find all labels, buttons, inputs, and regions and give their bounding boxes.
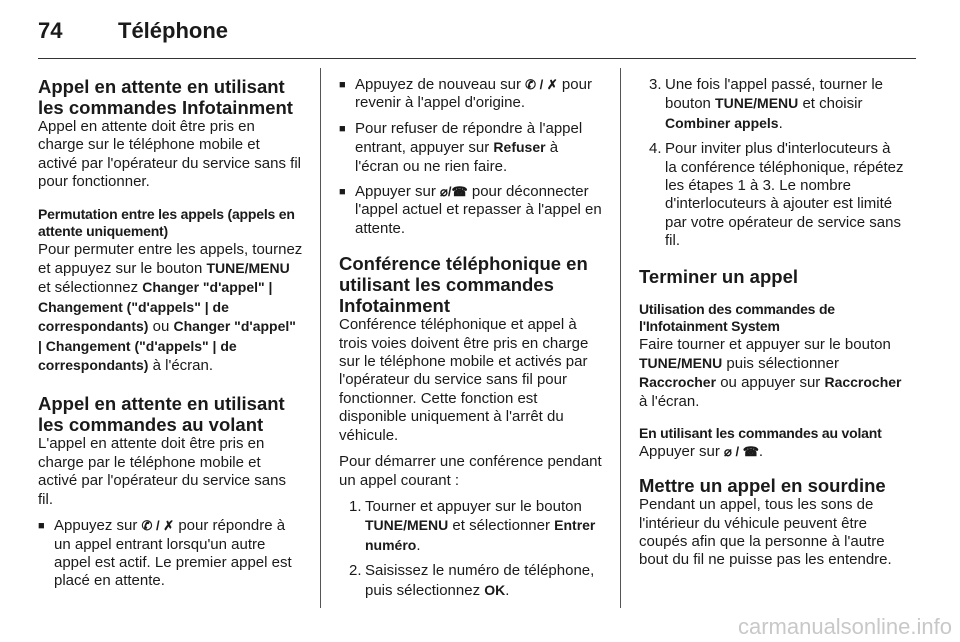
- column-1: [38, 76, 303, 598]
- column-divider: [620, 68, 621, 608]
- paragraph: Pour permuter entre les appels, tournez et appuyez sur le bouton TUNE/MENU et sélectionnez Changer "d'appel" | Changement ("d'appels" | de correspondants) ou Changer "d'appel" | Changement ("d'appels" | de correspondants) à l'écran.: [38, 240, 303, 375]
- bullet-icon: ■: [339, 122, 346, 135]
- paragraph: Conférence téléphonique et appel à trois voies doivent être pris en charge sur le téléphone mobile et activés par l'opérateur du service sans fil pour fonctionner. Cette fonction est disponible uniquement à l'arrêt du véhicule.: [339, 316, 589, 444]
- column-divider: [320, 68, 321, 608]
- paragraph: Pour démarrer une conférence pendant un appel courant :: [339, 453, 602, 489]
- page-header: [38, 16, 916, 56]
- list-item: ■ Pour refuser de répondre à l'appel entrant, appuyer sur Refuser à l'écran ou ne rien faire.: [339, 119, 583, 175]
- paragraph: Appel en attente doit être pris en charge sur le téléphone mobile et activé par l'opérateur du service sans fil pour fonctionner.: [38, 118, 301, 191]
- section-heading: Terminer un appel: [639, 265, 798, 287]
- page-title: Téléphone: [118, 18, 229, 43]
- list-item: 3. Une fois l'appel passé, tourner le bouton TUNE/MENU et choisir Combiner appels.: [649, 76, 883, 132]
- header-rule: [38, 58, 916, 59]
- subsection-heading: Utilisation des commandes de l'Infotainment System: [639, 300, 835, 335]
- column-3: [639, 76, 904, 570]
- hang-up-icon: ⌀ / ☎: [724, 443, 759, 459]
- answer-call-icon: ✆ / ✗: [141, 518, 175, 534]
- column-2: [339, 76, 604, 607]
- paragraph: Pendant un appel, tous les sons de l'intérieur du véhicule peuvent être coupés afin que la personne à l'autre bout du fil ne puisse pas les entendre.: [639, 496, 892, 569]
- bullet-icon: ■: [339, 79, 346, 91]
- subsection-heading: En utilisant les commandes au volant: [639, 425, 882, 442]
- list-item: ■ Appuyer sur ⌀/☎ pour déconnecter l'appel actuel et repasser à l'appel en attente.: [339, 183, 602, 237]
- paragraph: Faire tourner et appuyer sur le bouton TUNE/MENU puis sélectionner Raccrocher ou appuyer sur Raccrocher à l'écran.: [639, 335, 902, 410]
- section-heading: Mettre un appel en sourdine: [639, 475, 886, 497]
- bullet-icon: ■: [38, 520, 45, 533]
- list-item: ■ Appuyez sur ✆ / ✗ pour répondre à un appel entrant lorsqu'un autre appel est actif. Le premier appel est placé en attente.: [38, 517, 292, 590]
- section-heading: Appel en attente en utilisant les commandes Infotainment: [38, 76, 293, 118]
- watermark: carmanualsonline.info: [737, 614, 952, 639]
- list-item: ■ Appuyez de nouveau sur ✆ / ✗ pour revenir à l'appel d'origine.: [339, 76, 592, 112]
- list-item: 4. Pour inviter plus d'interlocuteurs à la conférence téléphonique, répétez les étapes 1 à 3. Le nombre d'interlocuteurs à ajouter est limité par votre opérateur de service sans fil.: [649, 140, 904, 250]
- list-item: 1. Tourner et appuyer sur le bouton TUNE/MENU et sélectionner Entrer numéro.: [349, 497, 596, 554]
- list-item: 2. Saisissez le numéro de téléphone, puis sélectionnez OK.: [349, 562, 595, 599]
- subsection-heading: Permutation entre les appels (appels en attente uniquement): [38, 205, 295, 240]
- section-heading: Appel en attente en utilisant les commandes au volant: [38, 393, 285, 436]
- answer-call-icon: ✆ / ✗: [525, 77, 558, 92]
- hang-up-icon: ⌀/☎: [440, 184, 468, 200]
- paragraph: L'appel en attente doit être pris en charge par le téléphone mobile et activé par l'opérateur du service sans fil.: [38, 435, 286, 508]
- paragraph: Appuyer sur ⌀ / ☎.: [639, 442, 764, 460]
- section-heading: Conférence téléphonique en utilisant les commandes Infotainment: [339, 253, 588, 317]
- bullet-icon: ■: [339, 186, 346, 199]
- page-number: 74: [38, 18, 63, 43]
